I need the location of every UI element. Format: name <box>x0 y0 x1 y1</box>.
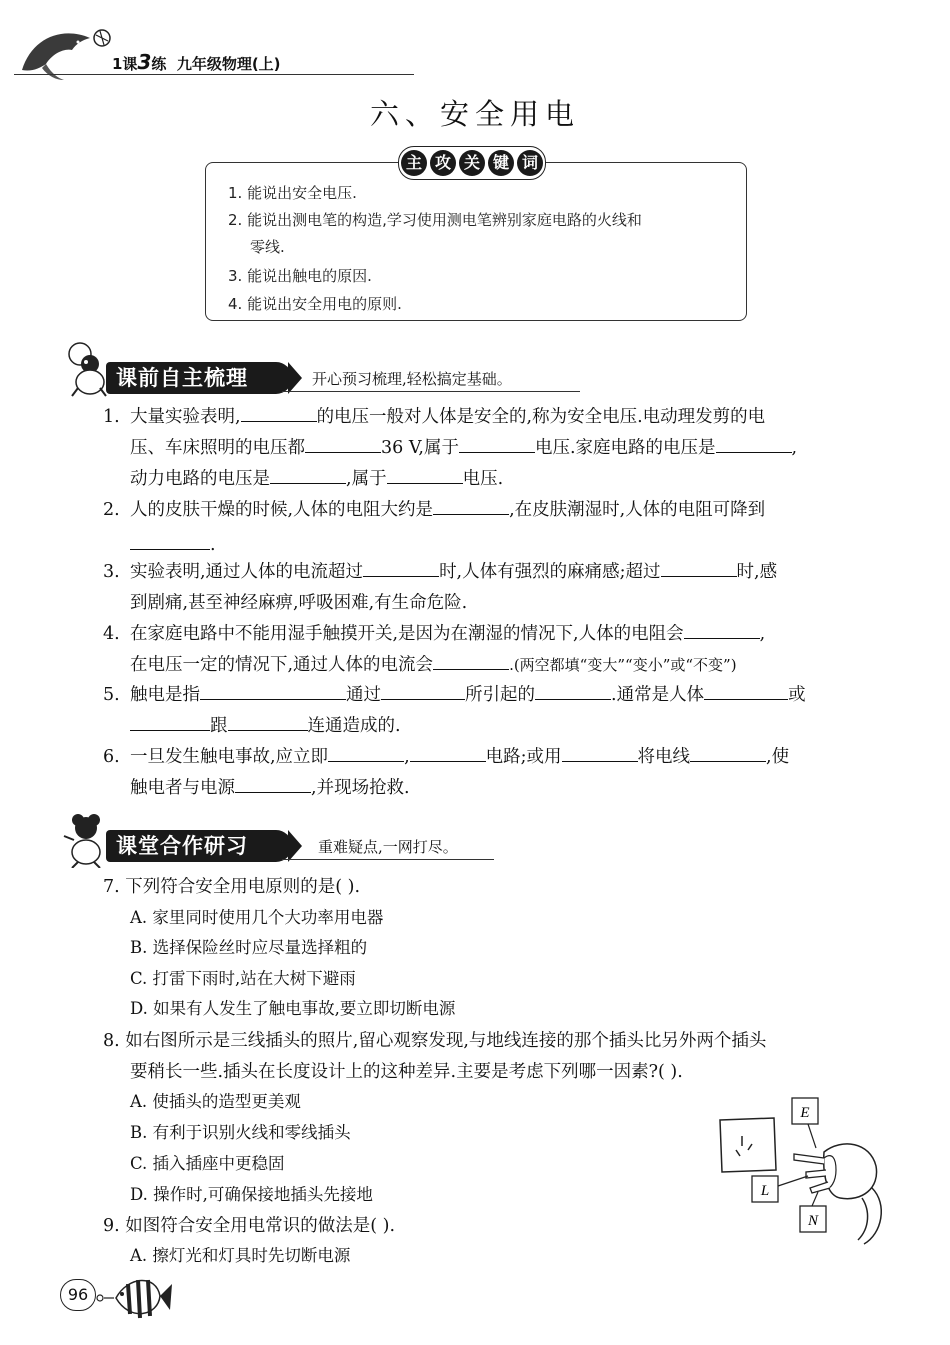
answer-blank[interactable] <box>433 651 509 670</box>
option-b[interactable]: B. 选择保险丝时应尽量选择粗的 <box>130 938 368 957</box>
text: 实验表明,通过人体的电流超过 <box>130 562 364 582</box>
question-number: 2. <box>103 500 120 520</box>
text: 到剧痛,甚至神经麻痹,呼吸困难,有生命危险. <box>130 593 468 613</box>
text: 时,感 <box>736 562 778 582</box>
section-subtitle: 重难疑点,一网打尽。 <box>318 838 458 856</box>
answer-blank[interactable] <box>387 465 463 484</box>
section-badge-classroom: 课堂合作研习 <box>106 830 292 862</box>
option-c[interactable]: C. 插入插座中更稳固 <box>130 1154 285 1173</box>
page-number: 96 <box>60 1279 96 1311</box>
question-6 <box>103 742 893 804</box>
series-suffix: 练 <box>151 55 167 73</box>
book-title: 九年级物理(上) <box>176 55 281 73</box>
question-9-stem: 9. 如图符合安全用电常识的做法是( ). <box>103 1216 396 1236</box>
text: 电路;或用 <box>485 747 562 767</box>
question-number: 4. <box>103 624 120 644</box>
answer-blank[interactable] <box>562 743 638 762</box>
text: 8. 如右图所示是三线插头的照片,留心观察发现,与地线连接的那个插头比另外两个插头 <box>103 1031 767 1051</box>
badge-char: 词 <box>517 150 543 176</box>
badge-char: 关 <box>459 150 485 176</box>
section-rule <box>282 859 494 860</box>
text: 人的皮肤干燥的时候,人体的电阻大约是 <box>130 500 434 520</box>
text: ,使 <box>766 747 790 767</box>
text: ,在皮肤潮湿时,人体的电阻可降到 <box>509 500 766 520</box>
label-l: L <box>760 1183 770 1199</box>
answer-blank[interactable] <box>661 558 737 577</box>
answer-blank[interactable] <box>704 681 788 700</box>
mascot-cooperation-icon <box>60 810 112 868</box>
option-a[interactable]: A. 擦灯光和灯具时先切断电源 <box>130 1246 351 1265</box>
option-d[interactable]: D. 如果有人发生了触电事故,要立即切断电源 <box>130 999 456 1018</box>
section-subtitle: 开心预习梳理,轻松搞定基础。 <box>312 370 512 388</box>
objective-item: 1. 能说出安全电压. <box>228 184 357 202</box>
text: .(两空都填“变大”“变小”或“不变”) <box>509 656 737 674</box>
text: 触电是指 <box>130 685 200 705</box>
question-8-stem <box>103 1026 893 1088</box>
series-prefix: 1课 <box>112 55 138 73</box>
answer-blank[interactable] <box>716 434 792 453</box>
text: 所引起的 <box>465 685 535 705</box>
text: 电压. <box>462 469 504 489</box>
label-n: N <box>807 1213 819 1229</box>
answer-blank[interactable] <box>200 681 346 700</box>
objective-item: 2. 能说出测电笔的构造,学习使用测电笔辨别家庭电路的火线和 <box>228 211 642 229</box>
answer-blank[interactable] <box>270 465 346 484</box>
text: . <box>210 535 216 555</box>
text: 一旦发生触电事故,应立即 <box>130 747 329 767</box>
question-4 <box>103 619 893 681</box>
question-number: 5. <box>103 685 120 705</box>
text: 电压.家庭电路的电压是 <box>534 438 716 458</box>
answer-blank[interactable] <box>381 681 465 700</box>
series-number: 3 <box>137 50 152 74</box>
option-a[interactable]: A. 使插头的造型更美观 <box>130 1092 301 1111</box>
mascot-reading-icon <box>60 338 112 398</box>
question-1 <box>103 402 893 495</box>
question-number: 1. <box>103 407 120 427</box>
text: 动力电路的电压是 <box>130 469 270 489</box>
answer-blank[interactable] <box>433 496 509 515</box>
series-header <box>112 50 281 74</box>
question-3 <box>103 557 893 619</box>
text: 36 V,属于 <box>381 438 459 458</box>
question-number: 6. <box>103 747 120 767</box>
answer-blank[interactable] <box>363 558 439 577</box>
option-c[interactable]: C. 打雷下雨时,站在大树下避雨 <box>130 969 356 988</box>
text: 或 <box>788 685 806 705</box>
label-e: E <box>800 1105 810 1121</box>
answer-blank[interactable] <box>305 434 381 453</box>
text: 跟 <box>210 716 228 736</box>
answer-blank[interactable] <box>535 681 611 700</box>
section-rule <box>282 391 580 392</box>
answer-blank[interactable] <box>410 743 486 762</box>
badge-char: 攻 <box>430 150 456 176</box>
text: 大量实验表明, <box>130 407 241 427</box>
text: , <box>759 624 766 644</box>
text: ,并现场抢救. <box>311 778 410 798</box>
text: 在家庭电路中不能用湿手触摸开关,是因为在潮湿的情况下,人体的电阻会 <box>130 624 684 644</box>
answer-blank[interactable] <box>459 434 535 453</box>
text: 触电者与电源 <box>130 778 235 798</box>
question-2 <box>103 495 893 561</box>
text: .通常是人体 <box>611 685 705 705</box>
question-5 <box>103 680 893 742</box>
text: 要稍长一些.插头在长度设计上的这种差异.主要是考虑下列哪一因素?( ). <box>130 1062 683 1082</box>
answer-blank[interactable] <box>241 403 317 422</box>
text: , <box>791 438 798 458</box>
answer-blank[interactable] <box>130 531 210 550</box>
text: 压、车床照明的电压都 <box>130 438 305 458</box>
text: 的电压一般对人体是安全的,称为安全电压.电动理发剪的电 <box>316 407 766 427</box>
header-rule <box>14 74 414 75</box>
option-b[interactable]: B. 有利于识别火线和零线插头 <box>130 1123 351 1142</box>
section-badge-preview: 课前自主梳理 <box>106 362 292 394</box>
text: 连通造成的. <box>307 716 401 736</box>
answer-blank[interactable] <box>235 774 311 793</box>
answer-blank[interactable] <box>130 712 210 731</box>
answer-blank[interactable] <box>684 620 760 639</box>
objectives-badge <box>398 146 546 180</box>
question-7-stem: 7. 下列符合安全用电原则的是( ). <box>103 877 361 897</box>
answer-blank[interactable] <box>690 743 766 762</box>
text: ,属于 <box>346 469 387 489</box>
option-d[interactable]: D. 操作时,可确保接地插头先接地 <box>130 1185 373 1204</box>
text: 将电线 <box>637 747 691 767</box>
badge-char: 键 <box>488 150 514 176</box>
objective-item: 3. 能说出触电的原因. <box>228 267 372 285</box>
answer-blank[interactable] <box>228 712 308 731</box>
answer-blank[interactable] <box>328 743 404 762</box>
objective-item: 4. 能说出安全用电的原则. <box>228 295 402 313</box>
question-number: 3. <box>103 562 120 582</box>
fish-decoration-icon <box>94 1270 174 1330</box>
text: 时,人体有强烈的麻痛感;超过 <box>439 562 661 582</box>
option-a[interactable]: A. 家里同时使用几个大功率用电器 <box>130 908 384 927</box>
text: 在电压一定的情况下,通过人体的电流会 <box>130 655 434 675</box>
text: , <box>404 747 410 767</box>
objective-item: 零线. <box>250 238 285 256</box>
text: 通过 <box>346 685 381 705</box>
badge-char: 主 <box>401 150 427 176</box>
page-title: 六、安全用电 <box>369 97 580 131</box>
section-badge-tail <box>288 362 302 394</box>
section-badge-tail <box>288 830 302 862</box>
